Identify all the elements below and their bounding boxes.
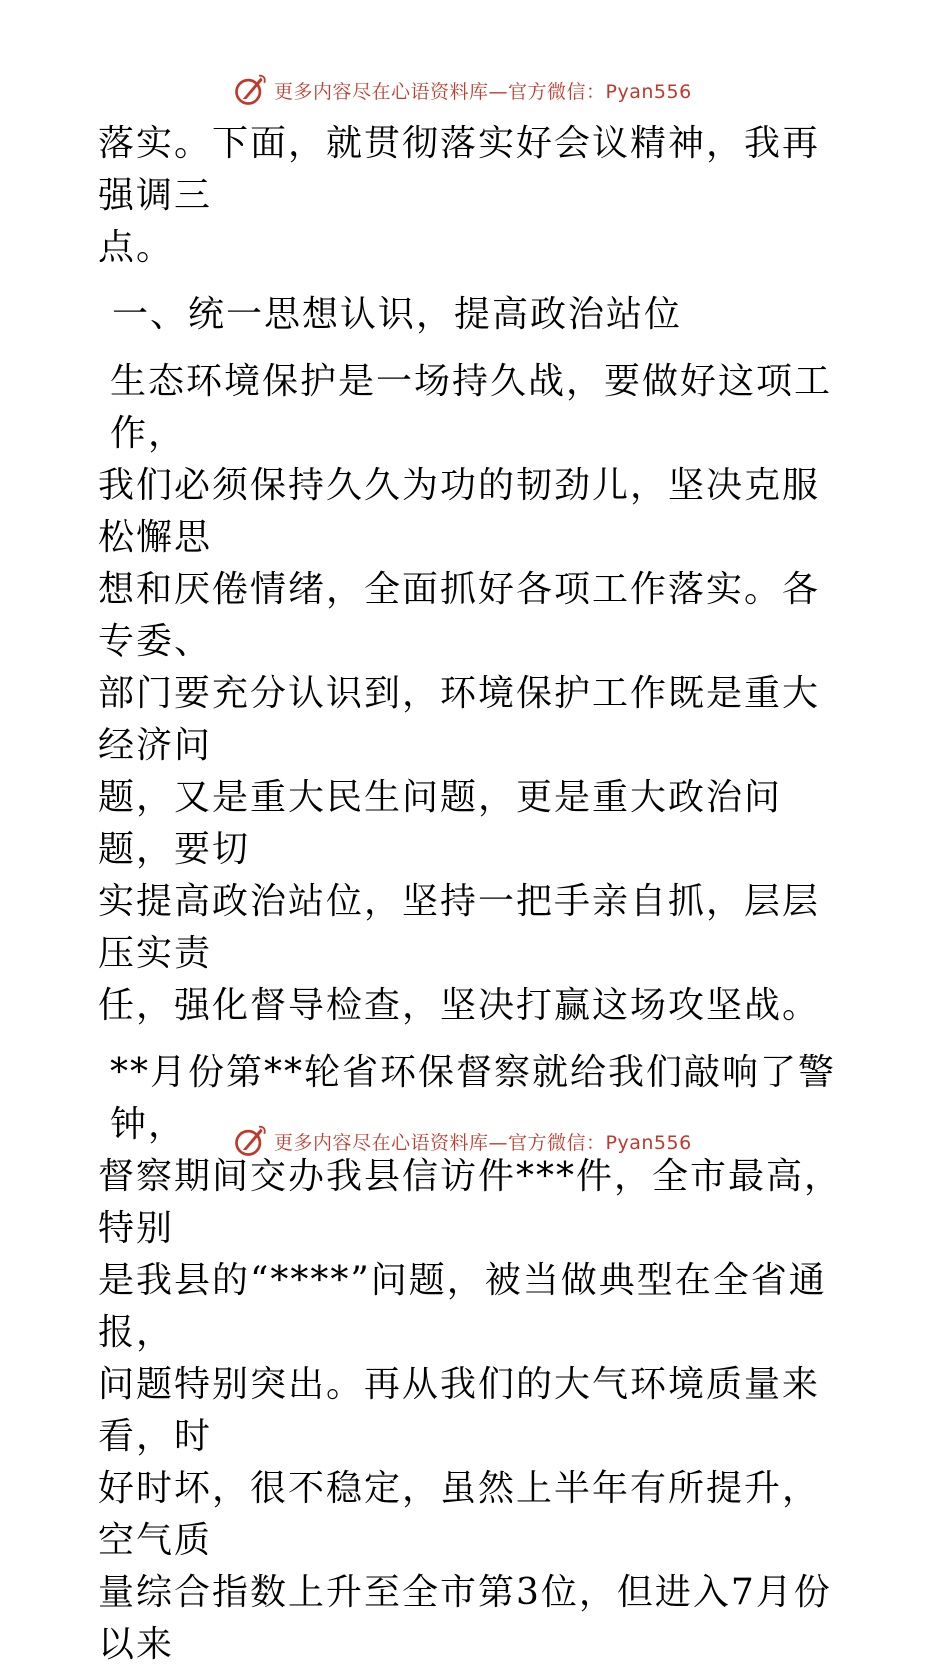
text-line: 题，又是重大民生问题，更是重大政治问题，要切	[98, 777, 783, 870]
text-line: 任，强化督导检查，坚决打赢这场攻坚战。	[98, 985, 821, 1026]
text-line: 我们必须保持久久为功的韧劲儿，坚决克服松懈思	[98, 465, 821, 558]
text-line: 督察期间交办我县信访件***件，全市最高，特别	[98, 1156, 843, 1249]
document-body	[98, 118, 850, 1671]
text-line: 点。	[98, 227, 175, 268]
header-banner	[232, 70, 692, 110]
text-line: 量综合指数上升至全市第3位，但进入7月份以来	[98, 1572, 832, 1665]
text-line: 落实。下面，就贯彻落实好会议精神，我再强调三	[98, 123, 821, 216]
text-line: 问题特别突出。再从我们的大气环境质量来看，时	[98, 1364, 821, 1457]
text-line: 部门要充分认识到，环境保护工作既是重大经济问	[98, 673, 821, 766]
header-banner-text: 更多内容尽在心语资料库—官方微信：Pyan556	[274, 80, 692, 103]
footer-banner-text: 更多内容尽在心语资料库—官方微信：Pyan556	[274, 1131, 692, 1154]
text-line: 好时坏，很不稳定，虽然上半年有所提升，空气质	[98, 1468, 821, 1561]
text-line: **月份第**轮省环保督察就给我们敲响了警钟，	[110, 1052, 837, 1145]
text-line: 生态环境保护是一场持久战，要做好这项工作，	[110, 361, 833, 454]
text-line: 想和厌倦情绪，全面抓好各项工作落实。各专委、	[98, 569, 821, 662]
footer-banner	[232, 1121, 692, 1161]
quill-pen-logo-icon	[232, 72, 268, 108]
text-line: 是我县的“****”问题，被当做典型在全省通报，	[98, 1260, 827, 1353]
quill-pen-logo-icon	[232, 1123, 268, 1159]
section-heading: 一、统一思想认识，提高政治站位	[112, 294, 683, 335]
text-line: 实提高政治站位，坚持一把手亲自抓，层层压实责	[98, 881, 821, 974]
